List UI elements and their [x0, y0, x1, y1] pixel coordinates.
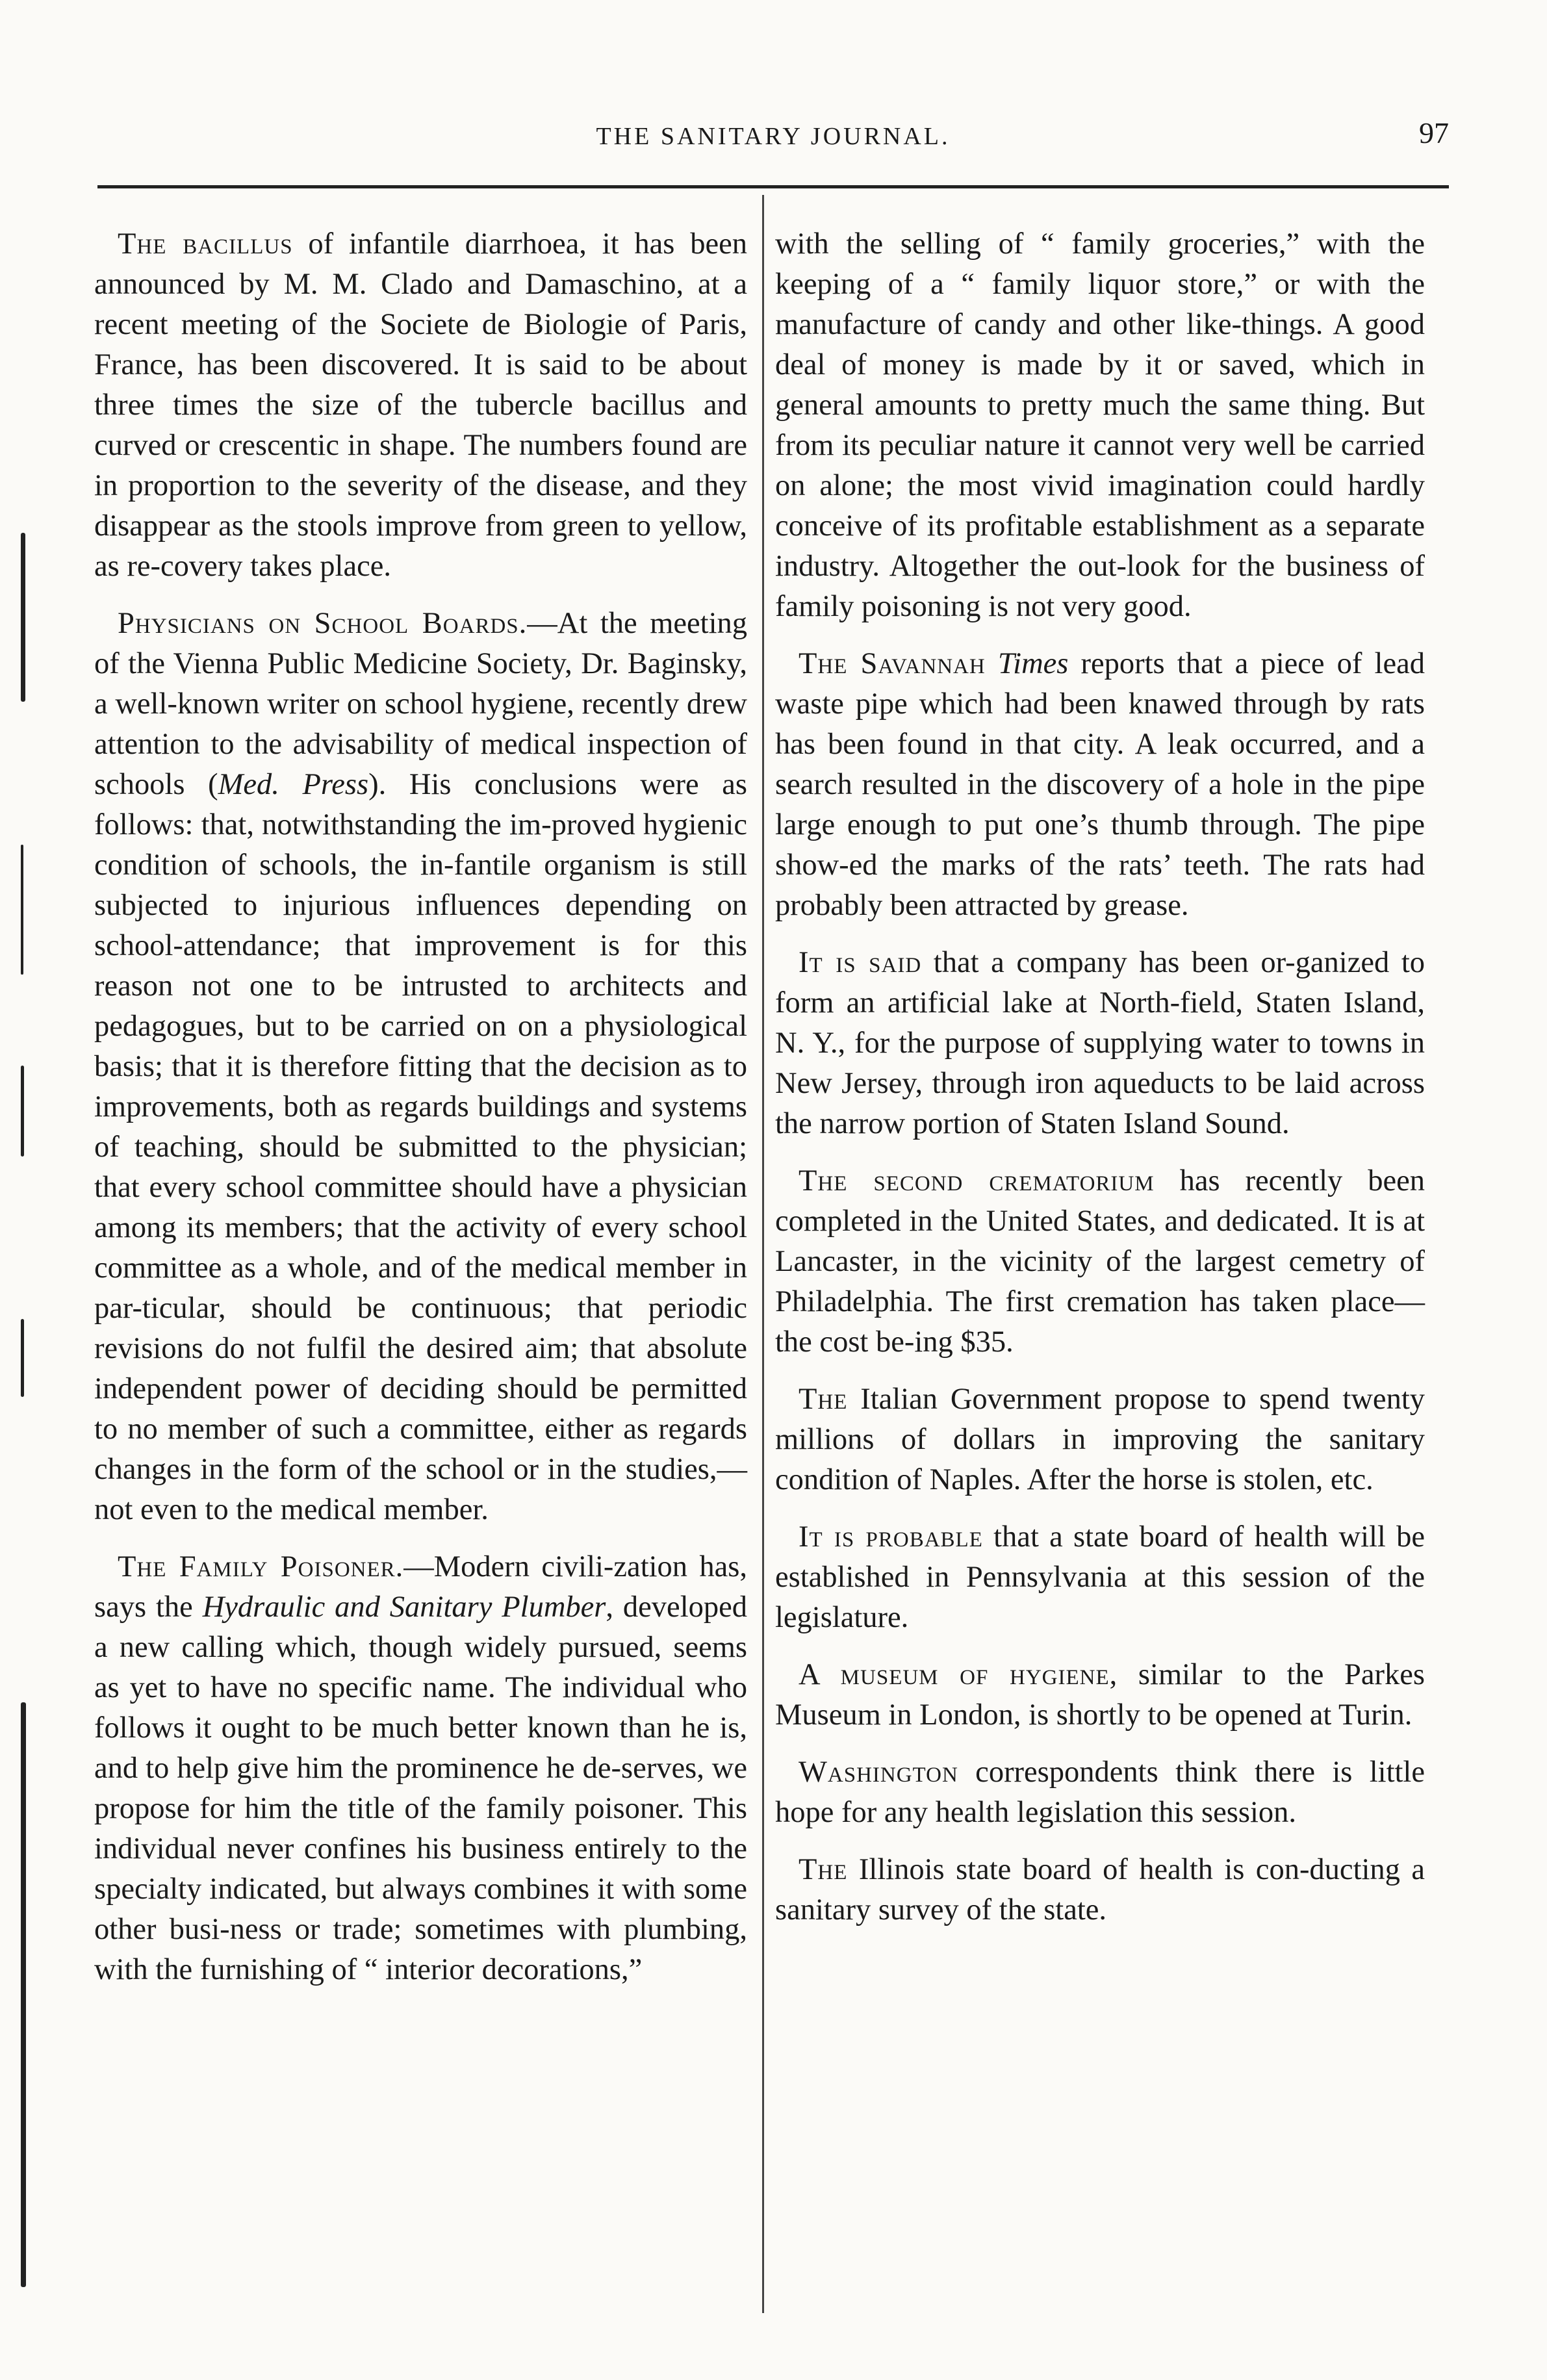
- scan-edge-artifact: [21, 845, 23, 975]
- article-text: Illinois state board of health is con-ducting a sanitary survey of the state.: [775, 1853, 1425, 1926]
- article-bacillus: [94, 224, 747, 587]
- article-lead: The Family Poisoner.: [118, 1550, 404, 1583]
- article-lead: The bacillus: [118, 227, 293, 261]
- article-lead: Washington: [799, 1756, 958, 1789]
- article-pennsylvania: [775, 1517, 1425, 1638]
- article-text: with the selling of “ family groceries,” with the keeping of a “ family liquor store,” or with the manufacture of candy and other like-things. A good deal of money is made by it or saved, which in general amounts to pretty much the same thing. But from its peculiar nature it cannot very well be carried on alone; the most vivid imagination could hardly conceive of its profitable establishment as a separate industry. Altogether the out-look for the business of family poisoning is not very good.: [775, 227, 1425, 623]
- page-number: 97: [1419, 116, 1449, 149]
- article-illinois: [775, 1850, 1425, 1930]
- article-text: that a state board of health will be established in Pennsylvania at this session of the legislature.: [775, 1520, 1425, 1634]
- right-column: [775, 224, 1425, 1947]
- article-lead: The: [799, 1853, 848, 1886]
- article-text: [986, 647, 998, 680]
- article-lead: The Savannah: [799, 647, 986, 680]
- scan-edge-artifact: [21, 1319, 24, 1397]
- column-divider: [762, 195, 764, 2313]
- page-header: [97, 116, 1449, 168]
- article-text: that a company has been or-ganized to form an artificial lake at North-field, Staten Island, N. Y., for the purpose of supplying water to towns in New Jersey, through iron aqueducts to be laid across the narrow portion of Staten Island Sound.: [775, 946, 1425, 1140]
- scan-edge-artifact: [21, 533, 25, 702]
- article-text: Italian Government propose to spend twenty millions of dollars in improving the sanitary condition of Naples. After the horse is stolen, etc.: [775, 1383, 1425, 1496]
- article-text: similar to the Parkes Museum in London, is shortly to be opened at Turin.: [775, 1658, 1425, 1732]
- article-text: , developed a new calling which, though widely pursued, seems as yet to have no specific name. The individual who follows it ought to be much better known than he is, and to help give him the prominence he de-serves, we propose for him the title of the family poisoner. This individual never confines his business entirely to the specialty indicated, but always combines it with some other busi-ness or trade; sometimes with plumbing, with the furnishing of “ interior decorations,”: [94, 1591, 747, 1986]
- article-crematorium: [775, 1161, 1425, 1363]
- article-text: ). His conclusions were as follows: that, notwithstanding the im-proved hygienic condition of schools, the in-fantile organism is still subjected to injurious influences depending on school-attendance; that improvement is for this reason not one to be intrusted to architects and pedagogues, but to be carried on on a physiological basis; that it is therefore fitting that the decision as to improvements, both as regards buildings and systems of teaching, should be submitted to the physician; that every school committee should have a physician among its members; that the activity of every school committee as a whole, and of the medical member in par-ticular, should be continuous; that periodic revisions do not fulfil the desired aim; that absolute independent power of deciding should be permitted to no member of such a committee, either as regards changes in the form of the school or in the studies,—not even to the medical member.: [94, 768, 747, 1526]
- citation-italic: Hydraulic and Sanitary Plumber: [202, 1591, 606, 1624]
- article-lead: A museum of hygiene,: [799, 1658, 1118, 1691]
- citation-italic: Med. Press: [218, 768, 369, 801]
- article-lead: Physicians on School Boards.: [118, 607, 528, 640]
- article-text: has recently been completed in the United States, and dedicated. It is at Lancaster, in the vicinity of the largest cemetry of Philadelphia. The first cremation has taken place—the cost be-ing $35.: [775, 1164, 1425, 1359]
- running-title: THE SANITARY JOURNAL.: [596, 123, 951, 150]
- article-museum-hygiene: [775, 1655, 1425, 1735]
- article-lead: It is said: [799, 946, 922, 979]
- article-naples: [775, 1379, 1425, 1500]
- article-family-poisoner-continued: [775, 224, 1425, 627]
- scan-edge-artifact: [21, 1702, 26, 2287]
- article-lead: The second crematorium: [799, 1164, 1155, 1197]
- article-text: —At the meeting of the Vienna Public Medicine Society, Dr. Baginsky, a well-known writer on school hygiene, recently drew attention to the advisability of medical inspection of schools (: [94, 607, 747, 801]
- article-washington: [775, 1752, 1425, 1833]
- article-lead: The: [799, 1383, 848, 1416]
- article-family-poisoner: [94, 1547, 747, 1990]
- article-savannah-rats: [775, 644, 1425, 926]
- article-text: reports that a piece of lead waste pipe which had been knawed through by rats has been found in that city. A leak occurred, and a search resulted in the discovery of a hole in the pipe large enough to put one’s thumb through. The pipe show-ed the marks of the rats’ teeth. The rats had probably been attracted by grease.: [775, 647, 1425, 922]
- article-text: of infantile diarrhoea, it has been announced by M. M. Clado and Damaschino, at a recent meeting of the Societe de Biologie of Paris, France, has been discovered. It is said to be about three times the size of the tubercle bacillus and curved or crescentic in shape. The numbers found are in proportion to the severity of the disease, and they disappear as the stools improve from green to yellow, as re-covery takes place.: [94, 227, 747, 583]
- left-column: [94, 224, 747, 2007]
- citation-italic: Times: [997, 647, 1069, 680]
- article-lead: It is probable: [799, 1520, 983, 1554]
- article-text: correspondents think there is little hope for any health legislation this session.: [775, 1756, 1425, 1829]
- article-text: —Modern civili-zation has, says the: [94, 1550, 747, 1624]
- article-physicians-school-boards: [94, 604, 747, 1530]
- header-rule: [97, 185, 1449, 188]
- scan-edge-artifact: [21, 1066, 24, 1157]
- article-artificial-lake: [775, 943, 1425, 1144]
